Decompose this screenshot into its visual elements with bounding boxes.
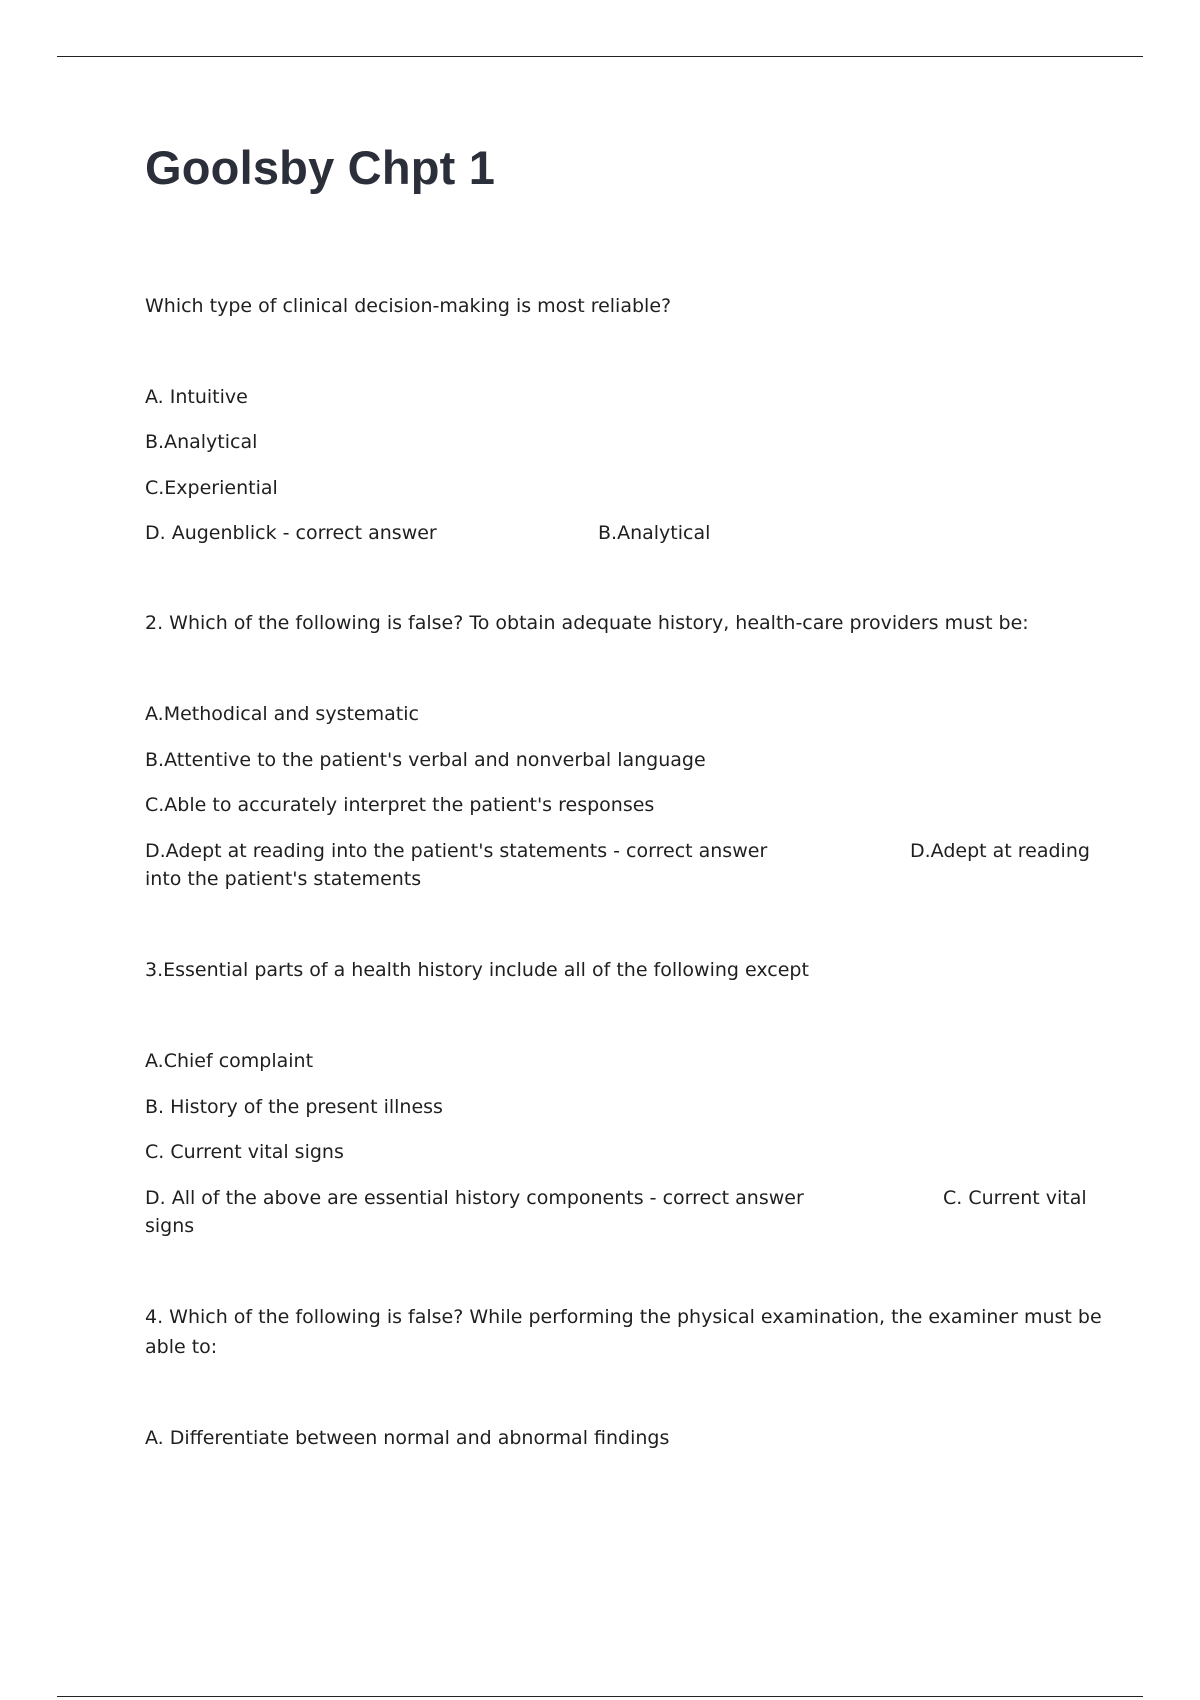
q1-option-a: A. Intuitive bbox=[145, 386, 248, 408]
q2-option-c: C.Able to accurately interpret the patient's responses bbox=[145, 794, 655, 816]
q3-question: 3.Essential parts of a health history include all of the following except bbox=[145, 959, 809, 981]
q3-answer-continued: signs bbox=[145, 1215, 195, 1237]
q1-question: Which type of clinical decision-making is most reliable? bbox=[145, 295, 672, 317]
q2-option-a: A.Methodical and systematic bbox=[145, 703, 419, 725]
bottom-rule bbox=[57, 1696, 1143, 1697]
q2-option-d: D.Adept at reading into the patient's statements - correct answer bbox=[145, 840, 768, 862]
q2-answer-continued: into the patient's statements bbox=[145, 868, 422, 890]
q1-option-d: D. Augenblick - correct answer bbox=[145, 522, 437, 544]
q3-answer: C. Current vital bbox=[943, 1187, 1087, 1209]
q1-option-b: B.Analytical bbox=[145, 431, 258, 453]
q1-option-c: C.Experiential bbox=[145, 477, 278, 499]
q2-option-b: B.Attentive to the patient's verbal and nonverbal language bbox=[145, 749, 706, 771]
q4-question-continued: able to: bbox=[145, 1336, 218, 1358]
q3-option-a: A.Chief complaint bbox=[145, 1050, 314, 1072]
q2-answer: D.Adept at reading bbox=[910, 840, 1090, 862]
q3-option-d: D. All of the above are essential history components - correct answer bbox=[145, 1187, 804, 1209]
q2-question: 2. Which of the following is false? To obtain adequate history, health-care providers must be: bbox=[145, 612, 1029, 634]
q3-option-b: B. History of the present illness bbox=[145, 1096, 443, 1118]
page-title: Goolsby Chpt 1 bbox=[145, 141, 496, 194]
q4-question: 4. Which of the following is false? While performing the physical examination, the examiner must be bbox=[145, 1306, 1102, 1328]
q4-option-a: A. Differentiate between normal and abnormal findings bbox=[145, 1427, 670, 1449]
q3-option-c: C. Current vital signs bbox=[145, 1141, 344, 1163]
q1-answer: B.Analytical bbox=[598, 522, 711, 544]
top-rule bbox=[57, 56, 1143, 57]
